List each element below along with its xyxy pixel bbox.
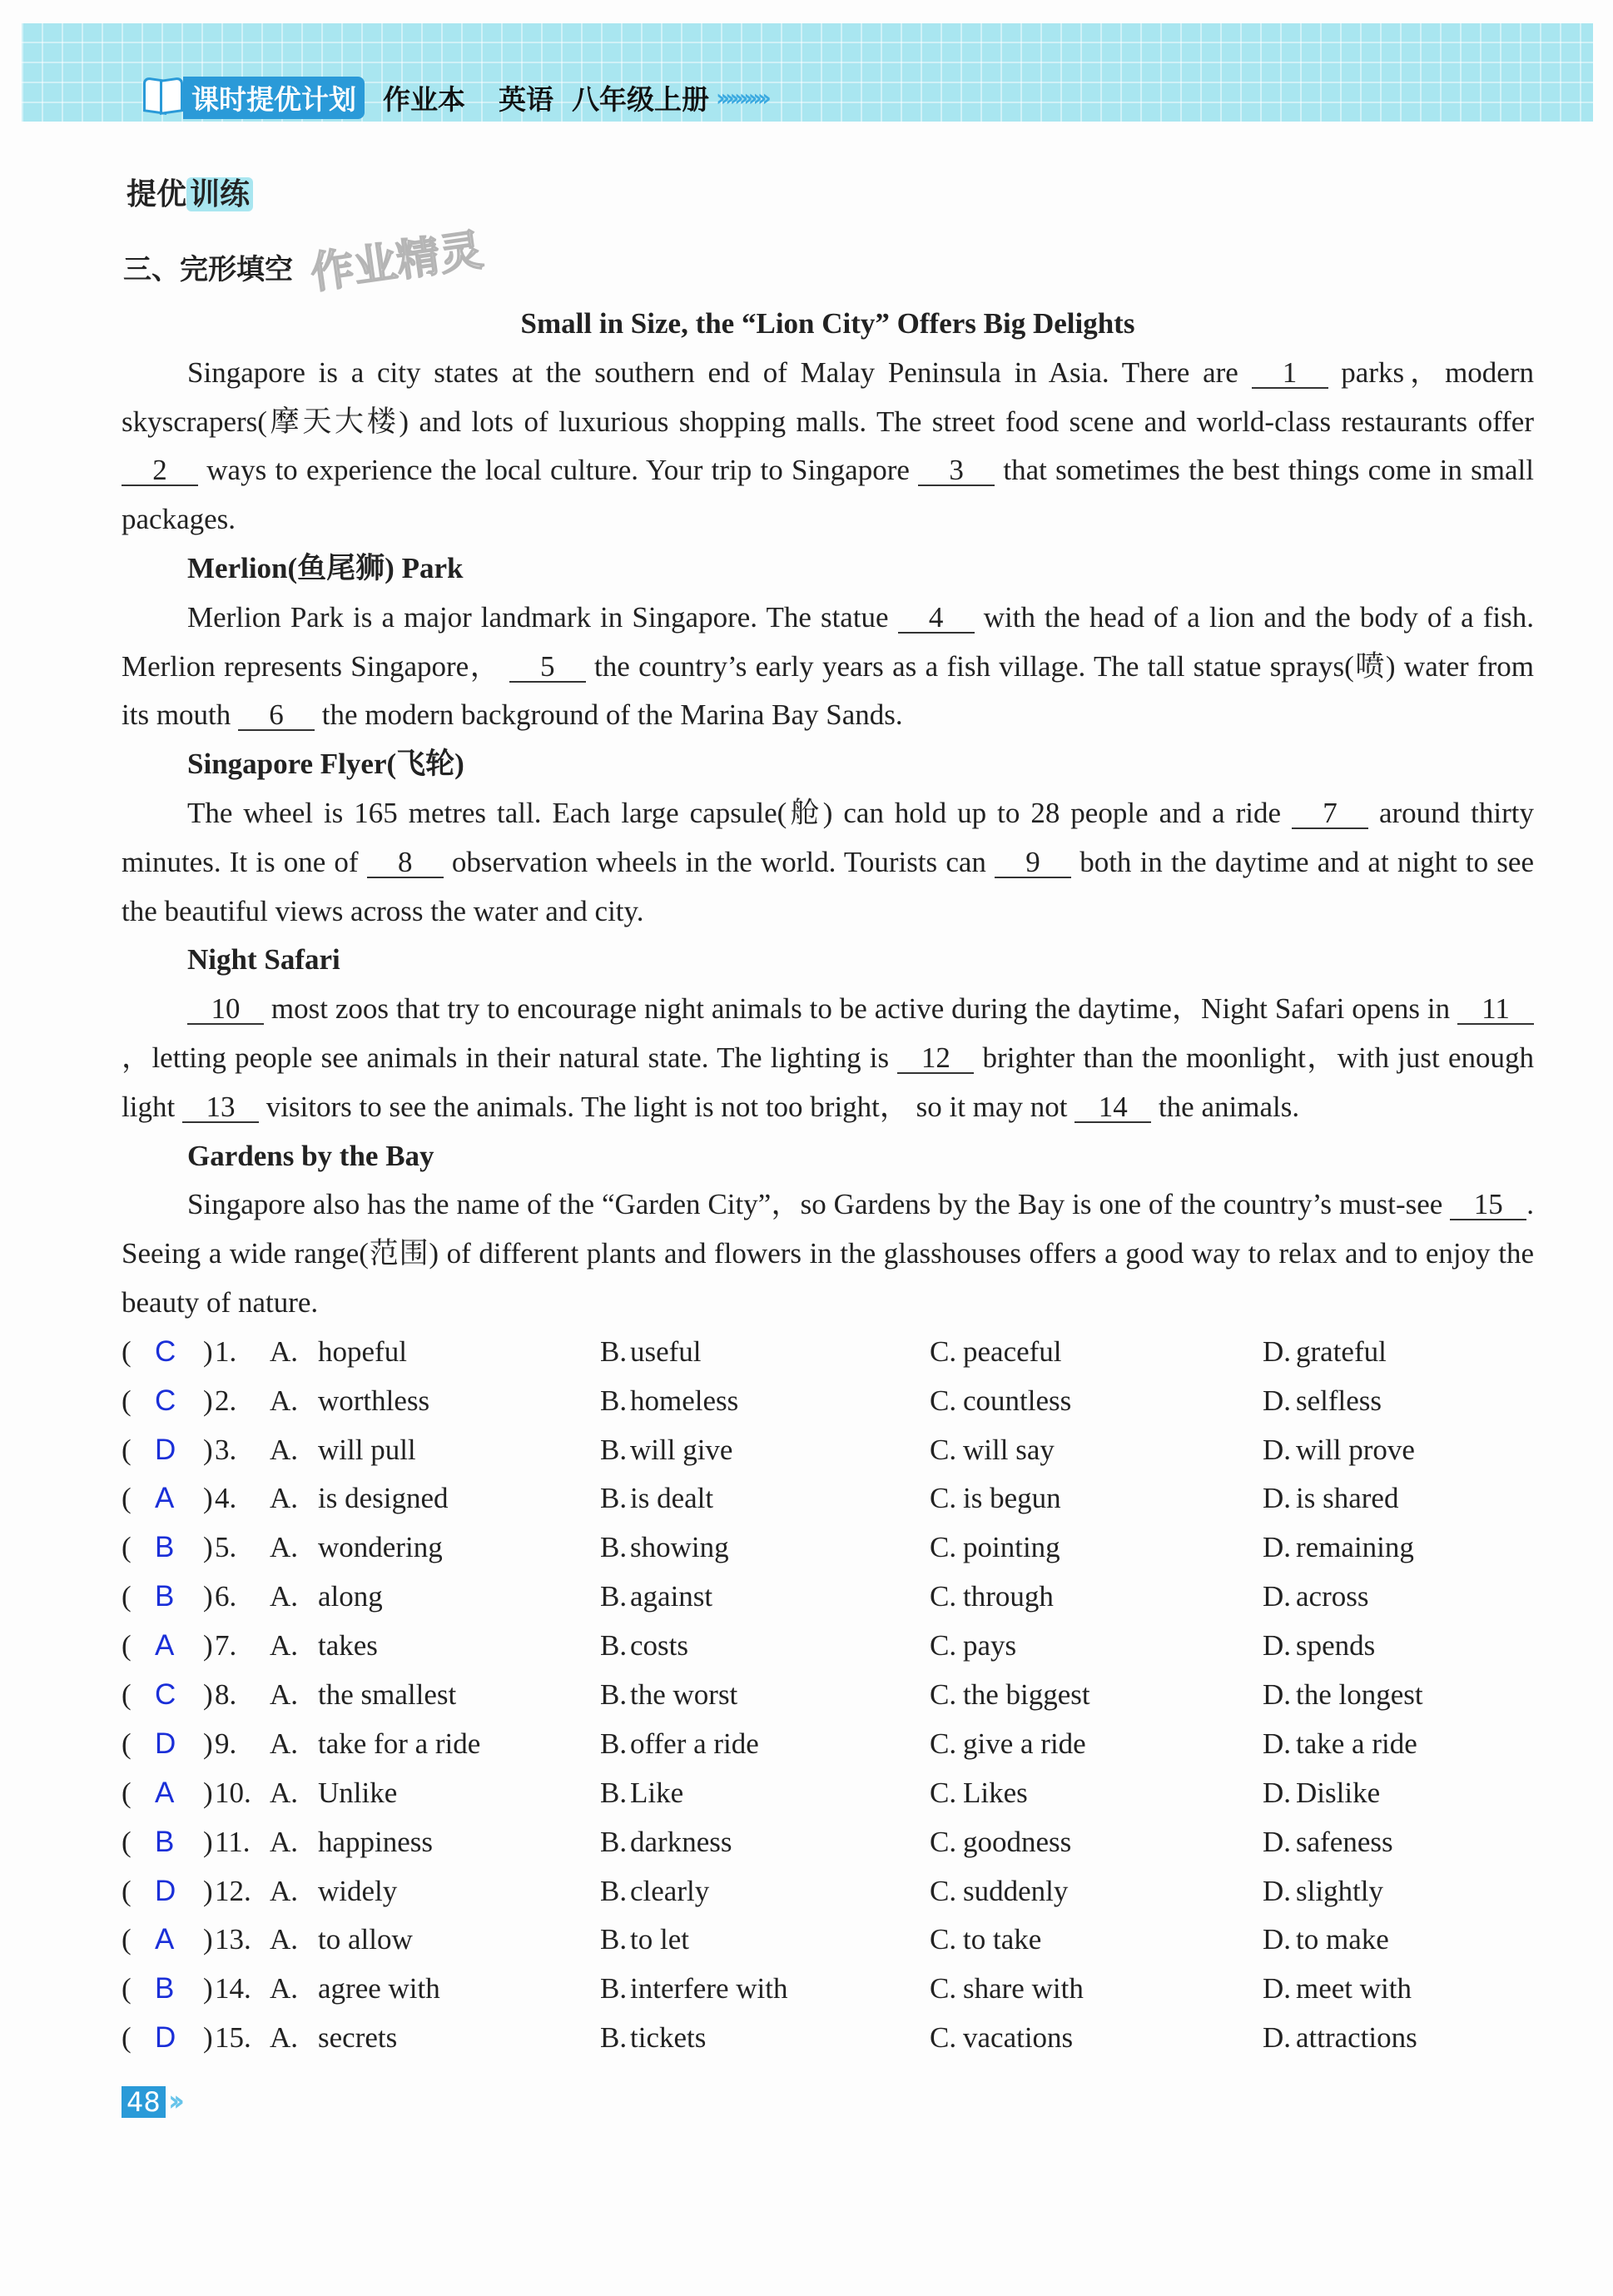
answer-choice: B (155, 1972, 175, 2005)
option-letter: D. (1263, 1727, 1292, 1760)
paren: ( (122, 1972, 132, 2005)
text-run: Merlion(鱼尾狮) Park (187, 551, 464, 584)
paren: ) (203, 1874, 213, 1907)
option-letter: A. (270, 1727, 299, 1760)
question-row (122, 1523, 1536, 1573)
question-number: 6. (215, 1580, 237, 1613)
question-row (122, 1769, 1536, 1818)
option-letter: A. (270, 1677, 299, 1711)
option-letter: B. (600, 1482, 628, 1515)
option-letter: C. (930, 1433, 957, 1466)
option-c: give a ride (963, 1727, 1086, 1760)
answer-blank: 8 (367, 848, 444, 878)
text-run: the modern background of the Marina Bay Sands. (315, 698, 903, 732)
option-c: vacations (963, 2021, 1074, 2055)
option-letter: C. (930, 2021, 957, 2055)
text-run: . Seeing a wide range(范围) of different plants and flowers in the glasshouses offers a good way to relax and to enjoy the beauty of nature. (122, 1188, 1534, 1319)
option-d: meet with (1296, 1972, 1412, 2005)
paren: ) (203, 1727, 213, 1760)
text-run: brighter than the moonlight，with just enough light (122, 1041, 1534, 1123)
option-letter: D. (1263, 1874, 1292, 1907)
option-d: to make (1296, 1923, 1389, 1956)
option-c: pays (963, 1629, 1017, 1662)
question-row (122, 1965, 1536, 2014)
question-number: 9. (215, 1727, 237, 1760)
option-letter: B. (600, 1874, 628, 1907)
question-number: 3. (215, 1433, 237, 1466)
header (143, 77, 767, 118)
text-run: most zoos that try to encourage night animals to be active during the daytime，Night Safari opens in (264, 992, 1457, 1026)
question-row (122, 1426, 1536, 1475)
option-c: countless (963, 1384, 1072, 1417)
text-run: observation wheels in the world. Tourists can (443, 845, 995, 878)
option-b: to let (630, 1923, 689, 1956)
question-number: 14. (215, 1972, 251, 2005)
answer-choice: A (155, 1923, 175, 1956)
answer-choice: D (155, 1727, 176, 1760)
option-c: is begun (963, 1482, 1061, 1515)
option-d: will prove (1296, 1433, 1415, 1466)
option-letter: A. (270, 1776, 299, 1809)
option-b: darkness (630, 1825, 732, 1858)
option-letter: B. (600, 1727, 628, 1760)
option-letter: A. (270, 1482, 299, 1515)
option-letter: C. (930, 1727, 957, 1760)
paren: ) (203, 1580, 213, 1613)
option-c: share with (963, 1972, 1084, 2005)
paragraph (122, 349, 1534, 544)
answer-choice: D (155, 2021, 176, 2055)
paragraph (122, 985, 1534, 1131)
option-d: slightly (1296, 1874, 1384, 1907)
option-a: will pull (318, 1433, 416, 1466)
option-letter: C. (930, 1531, 957, 1564)
answer-blank: 15 (1450, 1190, 1526, 1220)
paren: ) (203, 1384, 213, 1417)
option-letter: B. (600, 1972, 628, 2005)
option-letter: D. (1263, 1629, 1292, 1662)
paren: ( (122, 1433, 132, 1466)
subheading (122, 936, 1534, 985)
paren: ) (203, 1629, 213, 1662)
paren: ) (203, 1334, 213, 1368)
option-d: remaining (1296, 1531, 1414, 1564)
option-b: Like (630, 1776, 684, 1809)
question-row (122, 1622, 1536, 1671)
option-a: Unlike (318, 1776, 398, 1809)
text-run: both in the daytime and at night to see the beautiful views across the water and city. (122, 845, 1535, 927)
question-row (122, 1916, 1536, 1965)
option-letter: D. (1263, 1433, 1292, 1466)
text-run: the country’s early years as a fish village. The tall statue sprays(喷) water from its mouth (122, 649, 1534, 732)
question-number: 4. (215, 1482, 237, 1515)
question-row (122, 1377, 1536, 1426)
option-b: offer a ride (630, 1727, 759, 1760)
question-number: 11. (215, 1825, 251, 1858)
text-run: parks，modern skyscrapers(摩天大楼) and lots of luxurious shopping malls. The street food scene and world-class restaurants offer (122, 355, 1534, 438)
option-b: clearly (630, 1874, 710, 1907)
option-letter: C. (930, 1825, 957, 1858)
option-b: will give (630, 1433, 733, 1466)
option-letter: C. (930, 1874, 957, 1907)
option-c: Likes (963, 1776, 1028, 1809)
option-letter: A. (270, 2021, 299, 2055)
option-a: is designed (318, 1482, 449, 1515)
option-c: the biggest (963, 1677, 1090, 1711)
question-number: 10. (215, 1776, 251, 1809)
option-letter: A. (270, 1923, 299, 1956)
option-letter: C. (930, 1629, 957, 1662)
option-letter: C. (930, 1482, 957, 1515)
paragraph (122, 594, 1534, 740)
paren: ) (203, 1923, 213, 1956)
option-a: hopeful (318, 1334, 407, 1368)
option-letter: D. (1263, 1677, 1292, 1711)
option-letter: A. (270, 1580, 299, 1613)
paren: ) (203, 1972, 213, 2005)
answer-choice: A (155, 1629, 175, 1662)
option-d: across (1296, 1580, 1369, 1613)
option-letter: B. (600, 1923, 628, 1956)
option-letter: D. (1263, 1384, 1292, 1417)
answer-blank: 6 (238, 701, 315, 731)
grade: 八年级上册 (572, 82, 709, 116)
question-row (122, 1671, 1536, 1720)
paren: ) (203, 1677, 213, 1711)
page-chevron-icon: ›› (168, 2085, 179, 2119)
text-run: Singapore also has the name of the “Garden City”，so Gardens by the Bay is one of the country’s must-see (187, 1188, 1451, 1221)
option-letter: B. (600, 1531, 628, 1564)
watermark: 作业精灵 (307, 225, 486, 300)
text-run: Night Safari (187, 943, 340, 977)
answer-blank: 1 (1252, 359, 1328, 389)
option-d: safeness (1296, 1825, 1393, 1858)
section-label-highlight: 训练 (186, 177, 253, 211)
answer-blank: 10 (187, 995, 264, 1025)
answer-choice: B (155, 1531, 175, 1564)
text-run: around thirty minutes. It is one of (122, 796, 1534, 878)
option-letter: D. (1263, 1482, 1292, 1515)
answer-choice: A (155, 1776, 175, 1809)
option-letter: D. (1263, 1972, 1292, 2005)
answer-blank: 7 (1292, 799, 1368, 829)
option-a: the smallest (318, 1677, 457, 1711)
option-d: spends (1296, 1629, 1376, 1662)
text-run: Singapore Flyer(飞轮) (187, 748, 464, 781)
answer-blank: 4 (898, 604, 975, 634)
option-letter: B. (600, 1334, 628, 1368)
answer-blank: 5 (509, 653, 586, 683)
option-a: secrets (318, 2021, 398, 2055)
option-c: will say (963, 1433, 1055, 1466)
passage-title: Small in Size, the “Lion City” Offers Big Delights (520, 307, 1135, 340)
option-letter: C. (930, 1972, 957, 2005)
option-b: is dealt (630, 1482, 714, 1515)
answer-blank: 11 (1457, 995, 1534, 1025)
option-d: grateful (1296, 1334, 1387, 1368)
text-run: The wheel is 165 metres tall. Each large capsule(舱) can hold up to 28 people and a ride (187, 796, 1292, 829)
option-letter: D. (1263, 1776, 1292, 1809)
option-b: the worst (630, 1677, 738, 1711)
text-run: the animals. (1151, 1090, 1300, 1123)
question-number: 5. (215, 1531, 237, 1564)
question-list (122, 1328, 1534, 2063)
section-label: 提优 (127, 177, 187, 211)
paren: ) (203, 1433, 213, 1466)
section-title (127, 171, 253, 213)
option-letter: A. (270, 1972, 299, 2005)
answer-blank: 14 (1075, 1093, 1151, 1123)
option-letter: C. (930, 1923, 957, 1956)
option-letter: C. (930, 1776, 957, 1809)
option-letter: A. (270, 1629, 299, 1662)
answer-choice: A (155, 1482, 175, 1515)
answer-blank: 13 (182, 1093, 259, 1123)
option-letter: D. (1263, 1580, 1292, 1613)
option-a: agree with (318, 1972, 440, 2005)
paren: ) (203, 2021, 213, 2055)
paren: ( (122, 1334, 132, 1368)
option-a: to allow (318, 1923, 413, 1956)
option-letter: B. (600, 1580, 628, 1613)
option-b: homeless (630, 1384, 739, 1417)
option-c: goodness (963, 1825, 1072, 1858)
paragraph (122, 789, 1534, 936)
text-run: with the head of a lion and the body of a fish. Merlion represents Singapore， (122, 600, 1534, 683)
option-letter: B. (600, 1825, 628, 1858)
answer-blank: 9 (995, 848, 1071, 878)
text-run: ，letting people see animals in their natural state. The lighting is (122, 1041, 898, 1074)
question-row (122, 1474, 1536, 1523)
question-row (122, 1867, 1536, 1916)
option-letter: B. (600, 1776, 628, 1809)
option-c: through (963, 1580, 1054, 1613)
option-a: worthless (318, 1384, 430, 1417)
question-number: 12. (215, 1874, 251, 1907)
book-type: 作业本 (383, 82, 465, 116)
question-row (122, 1573, 1536, 1622)
answer-choice: D (155, 1433, 176, 1466)
text-run: that sometimes the best things come in small packages. (122, 454, 1534, 536)
book-icon (143, 78, 183, 117)
answer-blank: 3 (918, 456, 995, 486)
paren: ( (122, 1677, 132, 1711)
text-run: Merlion Park is a major landmark in Singapore. The statue (187, 600, 898, 634)
option-letter: B. (600, 1384, 628, 1417)
text-run: Singapore is a city states at the southern end of Malay Peninsula in Asia. There are (187, 355, 1252, 389)
option-letter: B. (600, 1433, 628, 1466)
option-d: Dislike (1296, 1776, 1381, 1809)
option-letter: D. (1263, 1531, 1292, 1564)
option-d: take a ride (1296, 1727, 1417, 1760)
option-letter: C. (930, 1384, 957, 1417)
option-b: useful (630, 1334, 702, 1368)
option-letter: B. (600, 2021, 628, 2055)
option-a: along (318, 1580, 383, 1613)
answer-choice: B (155, 1825, 175, 1858)
answer-choice: C (155, 1384, 176, 1417)
paren: ( (122, 1580, 132, 1613)
paren: ( (122, 1825, 132, 1858)
option-d: the longest (1296, 1677, 1423, 1711)
option-c: peaceful (963, 1334, 1062, 1368)
answer-choice: C (155, 1334, 176, 1368)
passage (122, 300, 1534, 2130)
text-run: Gardens by the Bay (187, 1139, 434, 1172)
answer-blank: 12 (897, 1044, 974, 1074)
option-b: tickets (630, 2021, 707, 2055)
paren: ( (122, 1874, 132, 1907)
option-a: takes (318, 1629, 378, 1662)
answer-choice: C (155, 1677, 176, 1711)
question-row (122, 1818, 1536, 1867)
option-letter: C. (930, 1677, 957, 1711)
option-a: wondering (318, 1531, 443, 1564)
option-b: costs (630, 1629, 688, 1662)
paren: ) (203, 1531, 213, 1564)
paren: ( (122, 1776, 132, 1809)
option-c: to take (963, 1923, 1042, 1956)
option-letter: C. (930, 1580, 957, 1613)
option-letter: A. (270, 1334, 299, 1368)
paren: ( (122, 1482, 132, 1515)
page-number: 48 (122, 2086, 166, 2118)
option-d: attractions (1296, 2021, 1417, 2055)
paragraph (122, 1180, 1534, 1327)
text-run: visitors to see the animals. The light is not too bright， so it may not (258, 1090, 1075, 1123)
subheading (122, 740, 1534, 789)
option-letter: D. (1263, 2021, 1292, 2055)
question-number: 13. (215, 1923, 251, 1956)
subheading (122, 1132, 1534, 1181)
option-letter: C. (930, 1334, 957, 1368)
option-letter: A. (270, 1384, 299, 1417)
part-title: 三、完形填空 (123, 253, 293, 286)
question-row (122, 1328, 1536, 1377)
paren: ( (122, 1923, 132, 1956)
question-number: 2. (215, 1384, 237, 1417)
option-c: pointing (963, 1531, 1060, 1564)
question-number: 1. (215, 1334, 237, 1368)
option-b: against (630, 1580, 713, 1613)
paren: ( (122, 2021, 132, 2055)
option-letter: A. (270, 1433, 299, 1466)
paren: ( (122, 1531, 132, 1564)
option-a: happiness (318, 1825, 434, 1858)
option-letter: B. (600, 1629, 628, 1662)
brand-label: 课时提优计划 (183, 77, 365, 119)
question-number: 8. (215, 1677, 237, 1711)
option-letter: A. (270, 1531, 299, 1564)
answer-choice: D (155, 1874, 176, 1907)
text-run: ways to experience the local culture. Your trip to Singapore (198, 454, 919, 487)
option-a: take for a ride (318, 1727, 481, 1760)
paren: ( (122, 1384, 132, 1417)
page-footer (122, 2080, 1534, 2130)
subheading (122, 544, 1534, 594)
question-number: 7. (215, 1629, 237, 1662)
option-letter: A. (270, 1874, 299, 1907)
option-b: interfere with (630, 1972, 788, 2005)
question-number: 15. (215, 2021, 251, 2055)
option-c: suddenly (963, 1874, 1069, 1907)
paren: ) (203, 1825, 213, 1858)
option-letter: B. (600, 1677, 628, 1711)
option-d: is shared (1296, 1482, 1399, 1515)
paren: ) (203, 1482, 213, 1515)
option-letter: D. (1263, 1825, 1292, 1858)
option-letter: A. (270, 1825, 299, 1858)
subject: 英语 (499, 82, 553, 116)
option-letter: D. (1263, 1923, 1292, 1956)
option-letter: D. (1263, 1334, 1292, 1368)
option-a: widely (318, 1874, 398, 1907)
paren: ( (122, 1629, 132, 1662)
question-row (122, 2014, 1536, 2063)
paren: ) (203, 1776, 213, 1809)
answer-blank: 2 (122, 456, 198, 486)
paren: ( (122, 1727, 132, 1760)
option-d: selfless (1296, 1384, 1382, 1417)
answer-choice: B (155, 1580, 175, 1613)
option-b: showing (630, 1531, 729, 1564)
chevrons-icon: ››››››››››› (716, 83, 767, 112)
question-row (122, 1720, 1536, 1769)
